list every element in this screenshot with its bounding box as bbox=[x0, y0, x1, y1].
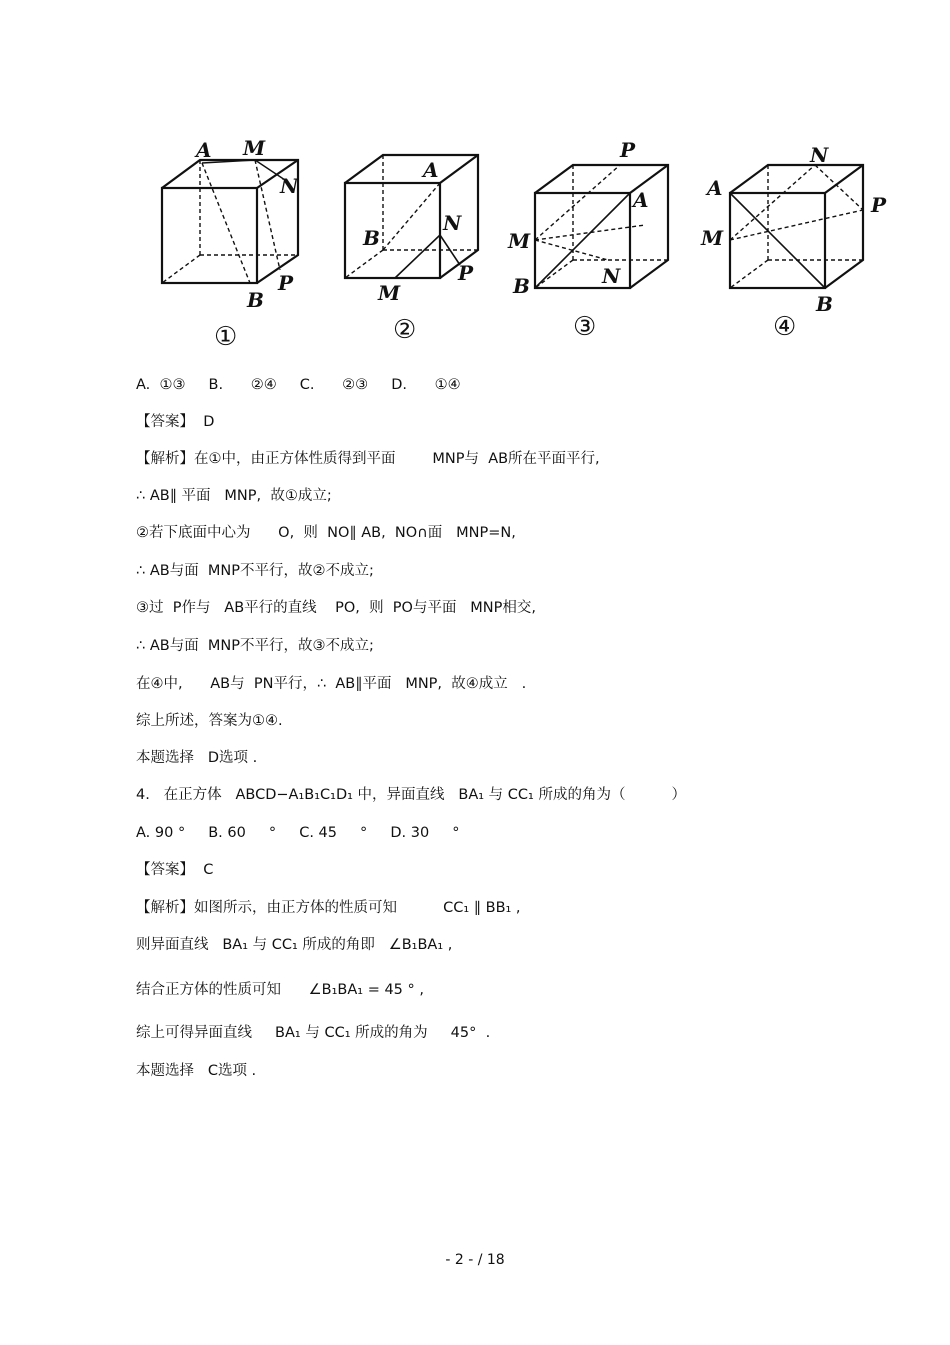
q3-explanation-5: ③过 P作与 AB平行的直线 PO, 则 PO与平面 MNP相交, bbox=[136, 600, 536, 616]
fig-label: B bbox=[247, 288, 264, 312]
q4-explanation-1: 【解析】如图所示，由正方体的性质可知 CC₁ ∥ BB₁ , bbox=[136, 900, 521, 916]
fig-label: B bbox=[816, 292, 833, 316]
fig-label: B bbox=[363, 226, 380, 250]
fig-label: A bbox=[707, 176, 723, 200]
fig-caption: ④ bbox=[773, 312, 797, 342]
fig-label: B bbox=[513, 274, 530, 298]
fig-caption: ③ bbox=[573, 312, 597, 342]
q3-explanation-8: 综上所述，答案为①④. bbox=[136, 713, 283, 729]
fig-label: A bbox=[196, 138, 212, 162]
q3-explanation-4: ∴ AB与面 MNP不平行，故②不成立; bbox=[136, 563, 374, 579]
q3-options: A. ①③ B. ②④ C. ②③ D. ①④ bbox=[136, 377, 461, 393]
fig-label: P bbox=[871, 193, 887, 217]
page-number: - 2 - / 18 bbox=[445, 1252, 505, 1268]
fig-label: A bbox=[423, 158, 439, 182]
q4-explanation-3: 结合正方体的性质可知 ∠B₁BA₁ = 45 ° , bbox=[136, 982, 424, 998]
q3-answer: 【答案】 D bbox=[136, 414, 215, 430]
fig-caption: ① bbox=[214, 322, 238, 350]
q3-explanation-2: ∴ AB∥ 平面 MNP, 故①成立; bbox=[136, 488, 332, 504]
q4-answer: 【答案】 C bbox=[136, 862, 214, 878]
q4-choice: 本题选择 C选项 . bbox=[136, 1063, 257, 1079]
fig-label: P bbox=[458, 261, 474, 285]
fig-label: M bbox=[243, 136, 266, 160]
q3-explanation-3: ②若下底面中心为 O, 则 NO∥ AB, NO∩面 MNP=N, bbox=[136, 525, 516, 541]
fig-label: M bbox=[701, 226, 724, 250]
cube-1 bbox=[162, 160, 298, 283]
fig-label: N bbox=[810, 143, 829, 167]
q4-explanation-4: 综上可得异面直线 BA₁ 与 CC₁ 所成的角为 45° . bbox=[136, 1025, 491, 1041]
q3-explanation-1: 【解析】在①中，由正方体性质得到平面 MNP与 AB所在平面平行, bbox=[136, 451, 600, 467]
q4-explanation-2: 则异面直线 BA₁ 与 CC₁ 所成的角即 ∠B₁BA₁ , bbox=[136, 937, 453, 953]
fig-label: N bbox=[602, 264, 621, 288]
q3-explanation-6: ∴ AB与面 MNP不平行，故③不成立; bbox=[136, 638, 374, 654]
fig-caption: ② bbox=[393, 315, 417, 345]
fig-label: M bbox=[378, 281, 401, 305]
fig-label: M bbox=[508, 229, 531, 253]
cube-4 bbox=[730, 165, 863, 288]
q4-options: A. 90 ° B. 60 ° C. 45 ° D. 30 ° bbox=[136, 825, 460, 841]
fig-label: P bbox=[620, 138, 636, 162]
fig-label: N bbox=[443, 211, 462, 235]
q4-question: 4. 在正方体 ABCD−A₁B₁C₁D₁ 中，异面直线 BA₁ 与 CC₁ 所成的角为（ ） bbox=[136, 787, 687, 803]
q3-explanation-7: 在④中, AB与 PN平行，∴ AB∥平面 MNP, 故④成立 . bbox=[136, 676, 527, 692]
fig-label: P bbox=[278, 271, 294, 295]
fig-label: N bbox=[280, 174, 299, 198]
q3-choice: 本题选择 D选项 . bbox=[136, 750, 258, 766]
cube-figures bbox=[150, 135, 900, 350]
fig-label: A bbox=[633, 188, 649, 212]
